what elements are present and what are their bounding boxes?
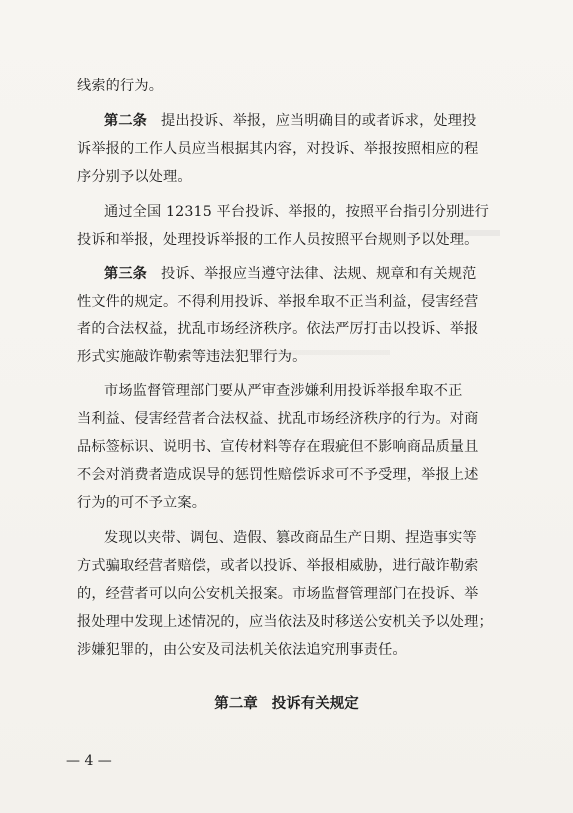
paragraph-line: 投诉和举报，处理投诉举报的工作人员按照平台规则予以处理。 <box>77 232 479 248</box>
article-2-first-line <box>104 111 476 131</box>
paragraph-line: 行为的可不予立案。 <box>77 495 207 511</box>
article-number: 第二条 <box>104 113 148 129</box>
chapter-heading <box>0 694 573 714</box>
article-3-first-line <box>104 264 476 284</box>
paragraph-line: 涉嫌犯罪的，由公安及司法机关依法追究刑事责任。 <box>77 642 407 658</box>
chapter-title: 投诉有关规定 <box>271 696 359 712</box>
paragraph-line: 者的合法权益，扰乱市场经济秩序。依法严厉打击以投诉、举报 <box>77 321 479 337</box>
paragraph-line: 品标签标识、说明书、宣传材料等存在瑕疵但不影响商品质量且 <box>77 439 479 455</box>
paragraph-line: 当利益、侵害经营者合法权益、扰乱市场经济秩序的行为。对商 <box>77 411 479 427</box>
paragraph-line: 不会对消费者造成误导的惩罚性赔偿诉求可不予受理，举报上述 <box>77 467 479 483</box>
paragraph-line: 的，经营者可以向公安机关报案。市场监督管理部门在投诉、举 <box>77 586 479 602</box>
paragraph-line: 诉举报的工作人员应当根据其内容，对投诉、举报按照相应的程 <box>77 141 479 157</box>
chapter-number: 第二章 <box>214 696 258 712</box>
article-number: 第三条 <box>104 266 148 282</box>
paragraph-line: 性文件的规定。不得利用投诉、举报牟取不正当利益，侵害经营 <box>77 294 479 310</box>
paragraph-line: 发现以夹带、调包、造假、篡改商品生产日期、捏造事实等 <box>104 530 477 546</box>
paragraph-line: 通过全国 12315 平台投诉、举报的，按照平台指引分别进行 <box>104 204 489 220</box>
paragraph-line: 投诉、举报应当遵守法律、法规、规章和有关规范 <box>161 266 477 282</box>
paragraph-line: 提出投诉、举报，应当明确目的或者诉求，处理投 <box>161 113 477 129</box>
paragraph-line: 报处理中发现上述情况的，应当依法及时移送公安机关予以处理； <box>77 614 493 630</box>
paragraph-line: 序分别予以处理。 <box>77 169 192 185</box>
page-number: — 4 — <box>66 753 112 769</box>
paragraph-line: 形式实施敲诈勒索等违法犯罪行为。 <box>77 349 307 365</box>
paragraph-line: 线索的行为。 <box>77 78 164 94</box>
paragraph-line: 市场监督管理部门要从严审查涉嫌利用投诉举报牟取不正 <box>104 383 463 399</box>
paragraph-line: 方式骗取经营者赔偿，或者以投诉、举报相威胁，进行敲诈勒索 <box>77 558 479 574</box>
